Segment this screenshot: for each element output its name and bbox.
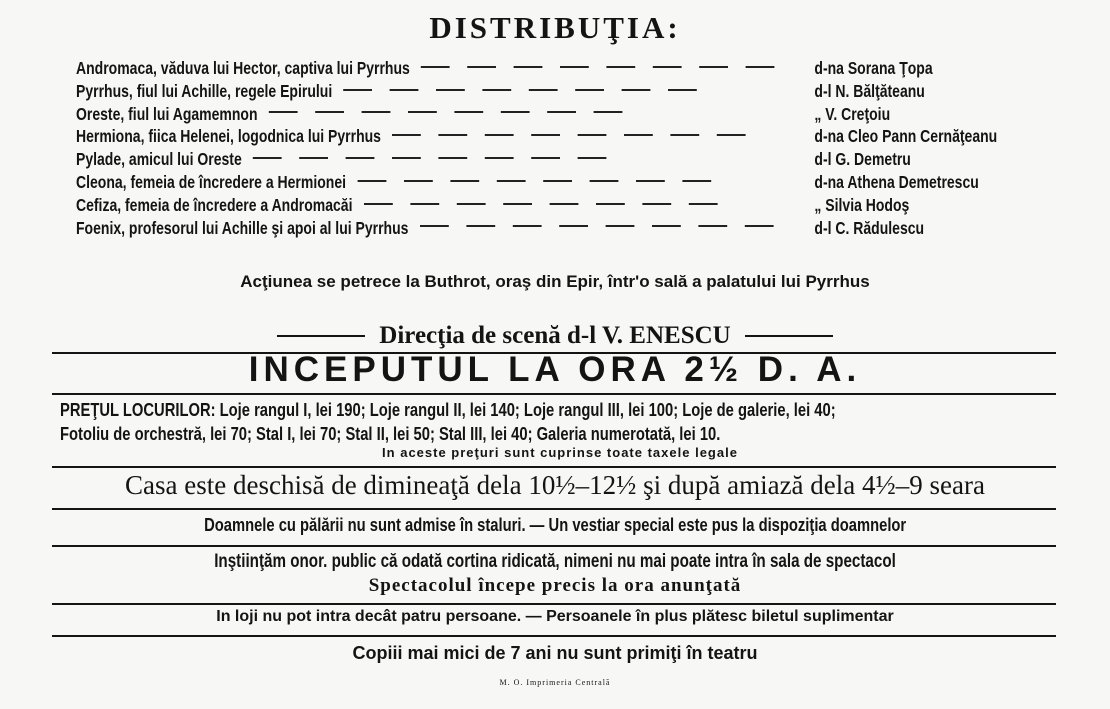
cast-role: Andromaca, văduva lui Hector, captiva lui Pyrrhus bbox=[76, 58, 410, 78]
cast-list bbox=[76, 58, 1076, 240]
cast-actor: d-na Athena Demetrescu bbox=[814, 171, 979, 192]
cast-actor: d-na Cleo Pann Cernăţeanu bbox=[814, 126, 998, 147]
cast-actor: d-l C. Rădulescu bbox=[814, 217, 925, 238]
cast-actor: d-l N. Bălţăteanu bbox=[814, 80, 925, 101]
divider bbox=[52, 635, 1056, 637]
divider bbox=[52, 393, 1056, 395]
prices-block bbox=[60, 398, 1060, 460]
direction-text: Direcţia de scenă d-l V. ENESCU bbox=[379, 322, 731, 349]
curtain-notice-text: Inştiinţăm onor. public că odată cortina ridicată, nimeni nu mai poate intra în sala de spectacol bbox=[214, 551, 896, 572]
cast-role: Hermiona, fiica Helenei, logodnica lui Pyrrhus bbox=[76, 126, 381, 147]
cast-role: Oreste, fiul lui Agamemnon bbox=[76, 103, 258, 124]
leader-dashes bbox=[258, 104, 1076, 125]
children-notice: Copiii mai mici de 7 ani nu sunt primiţi în teatru bbox=[352, 643, 758, 663]
cast-actor: d-l G. Demetru bbox=[814, 149, 911, 170]
prices-line-2: Fotoliu de orchestră, lei 70; Stal I, lei 70; Stal II, lei 50; Stal III, lei 40; Galeria numerotată, lei 10. bbox=[60, 424, 721, 444]
leader-dashes bbox=[352, 195, 1076, 216]
divider bbox=[52, 466, 1056, 468]
prices-note: In aceste preţuri sunt cuprinse toate taxele legale bbox=[382, 445, 738, 460]
cast-actor: d-na Sorana Ţopa bbox=[814, 58, 933, 78]
cast-row bbox=[76, 104, 1076, 127]
cast-row bbox=[76, 81, 1076, 104]
leader-dashes bbox=[242, 149, 1076, 170]
leader-dashes bbox=[410, 58, 1076, 79]
leader-dashes bbox=[332, 81, 1076, 102]
divider bbox=[52, 508, 1056, 510]
punctuality-notice: Spectacolul începe precis la ora anunţată bbox=[368, 575, 742, 596]
cast-actor: „ V. Creţoiu bbox=[814, 103, 891, 124]
cast-role: Pyrrhus, fiul lui Achille, regele Epirului bbox=[76, 80, 333, 101]
printer-credit: M. O. Imprimeria Centrală bbox=[499, 678, 611, 687]
boxes-notice: In loji nu pot intra decât patru persoane. — Persoanele în plus plătesc biletul suplimentar bbox=[216, 608, 894, 625]
box-office-hours: Casa este deschisă de dimineaţă dela 10½–12½ şi după amiază dela 4½–9 seara bbox=[125, 470, 985, 500]
cast-actor: „ Silvia Hodoş bbox=[814, 194, 910, 215]
cast-row bbox=[76, 218, 1076, 241]
page-title: DISTRIBUŢIA: bbox=[429, 10, 681, 45]
cast-row bbox=[76, 195, 1076, 218]
cast-role: Foenix, profesorul lui Achille şi apoi al lui Pyrrhus bbox=[76, 217, 409, 238]
cast-role: Cleona, femeia de încredere a Hermionei bbox=[76, 171, 346, 192]
curtain-notice bbox=[0, 551, 1110, 573]
cast-row bbox=[76, 172, 1076, 195]
divider bbox=[52, 603, 1056, 605]
divider bbox=[277, 335, 365, 337]
cast-role: Pylade, amicul lui Oreste bbox=[76, 149, 242, 170]
cast-role: Cefiza, femeia de încredere a Andromacăi bbox=[76, 194, 353, 215]
leader-dashes bbox=[408, 218, 1076, 239]
direction-line bbox=[0, 322, 1110, 350]
cast-row bbox=[76, 58, 1076, 81]
setting-text: Acţiunea se petrece la Buthrot, oraş din Epir, într'o sală a palatului lui Pyrrhus bbox=[240, 272, 870, 291]
hats-notice bbox=[0, 515, 1110, 536]
cast-row bbox=[76, 126, 1076, 149]
divider bbox=[745, 335, 833, 337]
hats-notice-text: Doamnele cu pălării nu sunt admise în staluri. — Un vestiar special este pus la dispoziţia doamnelor bbox=[203, 515, 907, 535]
cast-row bbox=[76, 149, 1076, 172]
prices-line-1: PREŢUL LOCURILOR: Loje rangul I, lei 190; Loje rangul II, lei 140; Loje rangul III, lei 100; Loje de galerie, lei 40; bbox=[60, 400, 836, 420]
divider bbox=[52, 545, 1056, 547]
start-time: INCEPUTUL LA ORA 2½ D. A. bbox=[248, 350, 862, 389]
